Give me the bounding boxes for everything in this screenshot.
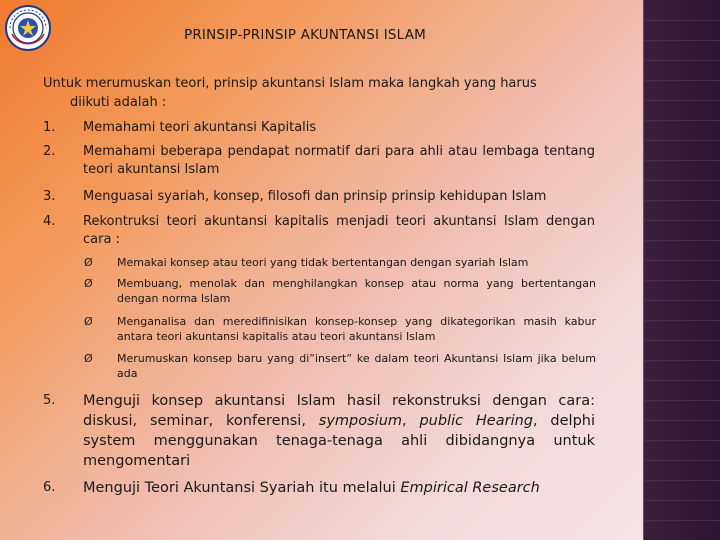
arrow-bullet-icon: Ø [84,277,93,290]
sub-item-text: Membuang, menolak dan menghilangkan konsep atau norma yang bertentangan dengan norma Islam [117,277,596,305]
intro-paragraph [43,74,595,112]
sub-item-text: Memakai konsep atau teori yang tidak bertentangan dengan syariah Islam [117,256,529,269]
list-text: Memahami beberapa pendapat normatif dari para ahli atau lembaga tentang teori akuntansi Islam [83,144,595,177]
page-title: PRINSIP-PRINSIP AKUNTANSI ISLAM [184,27,426,43]
sidebar-edge-line [643,0,644,540]
list-number: 4. [43,214,56,229]
italic-term: symposium [318,413,403,429]
list-text [83,391,595,471]
list-text [83,478,595,498]
text-run: Menguji Teori Akuntansi Syariah itu melalui [83,480,401,496]
list-text: Memahami teori akuntansi Kapitalis [83,120,317,135]
text-run: , delphi system menggunakan tenaga-tenaga ahli dibidangnya untuk mengomentari [83,413,596,469]
university-seal-logo [4,4,52,52]
list-text: Menguasai syariah, konsep, filosofi dan prinsip prinsip kehidupan Islam [83,189,547,204]
intro-line-2: diikuti adalah : [70,95,167,110]
sub-item-text: Menganalisa dan meredifinisikan konsep-konsep yang dikategorikan masih kabur antara teori akuntansi kapitalis atau teori akuntansi Islam [117,315,596,343]
arrow-bullet-icon: Ø [84,256,93,269]
arrow-bullet-icon: Ø [84,352,93,365]
list-number: 3. [43,189,56,204]
list-number: 5. [43,393,56,408]
intro-line-1: Untuk merumuskan teori, prinsip akuntansi Islam maka langkah yang harus [43,76,537,91]
italic-term: public Hearing [419,413,533,429]
list-number: 2. [43,144,56,159]
text-run: Menguji konsep akuntansi Islam hasil rekonstruksi dengan cara: diskusi, seminar, konferensi, [83,393,595,429]
list-number: 6. [43,480,56,495]
decorative-sidebar [643,0,720,540]
italic-term: Empirical Research [400,480,540,496]
arrow-bullet-icon: Ø [84,315,93,328]
text-run: , [402,413,420,429]
list-number: 1. [43,120,56,135]
sub-item-text: Merumuskan konsep baru yang di”insert” ke dalam teori Akuntansi Islam jika belum ada [117,352,596,380]
list-text: Rekontruksi teori akuntansi kapitalis menjadi teori akuntansi Islam dengan cara : [83,214,595,247]
